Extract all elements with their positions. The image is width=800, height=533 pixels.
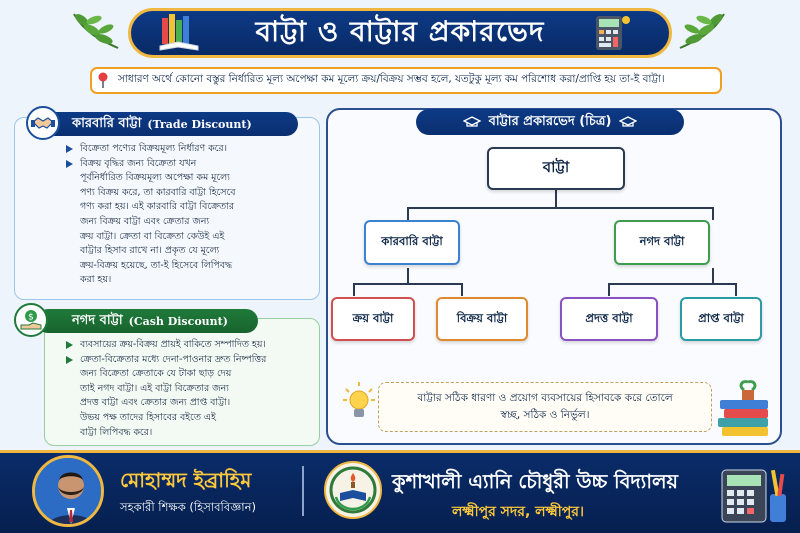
laurel-right-icon xyxy=(676,10,728,54)
list-item: বাট্টার হিসাব রাখে না। প্রকৃত যে মূল্যে xyxy=(80,245,220,257)
book-stack-plant-icon xyxy=(716,378,772,440)
note-line-2: স্বচ্ছ, সঠিক ও নির্ভুল। xyxy=(500,409,590,421)
node-cash-discount xyxy=(614,220,710,265)
node-label: প্রাপ্ত বাট্টা xyxy=(698,310,744,325)
list-item: জন্য বিক্রয় বাট্টা এবং ক্রেতার জন্য xyxy=(80,215,210,227)
list-item: ক্রয়-বিক্রয় হয়েছে, তা-ই হিসেবে লিপিবদ্ধ xyxy=(80,259,232,271)
avatar xyxy=(32,455,104,527)
cash-discount-title-en: (Cash Discount) xyxy=(128,314,228,328)
laurel-left-icon xyxy=(70,10,122,54)
trade-discount-title-en: (Trade Discount) xyxy=(147,117,252,131)
node-label: প্রদত্ত বাট্টা xyxy=(585,310,633,325)
list-item: ব্যবসায়ের ক্রয়-বিক্রয় প্রায়ই বাকিতে সম্পাদিত হয়। xyxy=(64,338,316,353)
note-line-1: বাট্টার সঠিক ধারণা ও প্রয়োগ ব্যবসায়ের হিসাবকে করে তোলে xyxy=(417,392,673,404)
list-item: বিক্রেতা পণ্যের বিক্রয়মূল্য নির্ধারণ করে। xyxy=(64,142,314,157)
school-address: লক্ষ্মীপুর সদর, লক্ষ্মীপুর। xyxy=(452,504,584,520)
node-label: বিক্রয় বাট্টা xyxy=(456,310,508,325)
trade-discount-title: কারবারি বাট্টা xyxy=(72,115,142,131)
cash-discount-header xyxy=(36,309,258,333)
books-icon xyxy=(158,12,200,52)
list-item: ক্রেতা-বিক্রেতার মধ্যে দেনা-পাওনার দ্রুত নিষ্পত্তির xyxy=(64,353,316,368)
list-item: উভয় পক্ষ তাদের হিসাবের বইতে এই xyxy=(80,411,216,423)
list-item: বিক্রয় বৃদ্ধির জন্য বিক্রেতা যখন xyxy=(64,157,314,172)
lightbulb-icon xyxy=(342,380,376,424)
school-name: কুশাখালী এ্যানি চৌধুরী উচ্চ বিদ্যালয় xyxy=(392,470,679,493)
node-label: নগদ বাট্টা xyxy=(639,234,685,248)
node-label: কারবারি বাট্টা xyxy=(381,234,443,248)
list-item: প্রদত্ত বাট্টা এবং ক্রেতার জন্য প্রাপ্ত বাট্টা। xyxy=(80,397,231,409)
list-item: তাই নগদ বাট্টা। এই বাট্টা বিক্রেতার জন্য xyxy=(80,382,229,394)
page-title: বাট্টা ও বাট্টার প্রকারভেদ xyxy=(255,14,545,48)
definition-box xyxy=(90,67,722,94)
cash-discount-title: নগদ বাট্টা xyxy=(72,312,123,328)
list-item: বাট্টা লিপিবদ্ধ করে। xyxy=(80,426,153,438)
footer-divider xyxy=(302,466,304,516)
list-item: জন্য বিক্রেতা ক্রেতাকে যে টাকা ছাড় দেয় xyxy=(80,368,232,380)
list-item: করা হয়। xyxy=(80,274,112,286)
cash-discount-list xyxy=(64,338,316,440)
teacher-name: মোহাম্মদ ইব্রাহিম xyxy=(120,468,252,492)
trade-discount-header xyxy=(36,112,298,136)
node-trade-discount xyxy=(364,220,460,265)
list-item: গণ্য করা হয়। এই কারবারি বাট্টা বিক্রেতার xyxy=(80,201,234,213)
list-item: পূর্বনির্ধারিত বিক্রয়মূল্য অপেক্ষা কম মূল্যে xyxy=(80,172,230,184)
list-item: পণ্য বিক্রয় করে, তা কারবারি বাট্টা হিসেবে xyxy=(80,186,236,198)
node-discount xyxy=(487,147,625,190)
node-sales-discount xyxy=(436,297,528,341)
handshake-icon xyxy=(26,106,60,140)
node-label: বাট্টা xyxy=(542,158,570,176)
school-logo xyxy=(324,461,382,519)
node-discount-allowed xyxy=(560,297,658,341)
svg-text:$: $ xyxy=(28,312,34,323)
trade-discount-list xyxy=(64,142,314,288)
definition-text: সাধারণ অর্থে কোনো বস্তুর নির্ধারিত মূল্য অপেক্ষা কম মূল্যে ক্রয়/বিক্রয় সম্ভব হলে, যতটুকু মূল্য কম পরিশোধ করা/প্রাপ্তি হয় তা-ই বাট্টা। xyxy=(118,73,665,85)
node-discount-received xyxy=(680,297,762,341)
calculator-icon xyxy=(590,12,632,52)
diagram-heading-text: বাট্টার প্রকারভেদ (চিত্র) xyxy=(488,113,612,129)
list-item: ক্রয় বাট্টা। ক্রেতা বা বিক্রেতা কেউই এই xyxy=(80,230,225,242)
teacher-title: সহকারী শিক্ষক (হিসাববিজ্ঞান) xyxy=(120,500,256,514)
node-label: ক্রয় বাট্টা xyxy=(352,310,394,325)
note-box xyxy=(378,382,712,432)
money-hand-icon xyxy=(14,303,48,337)
pushpin-icon xyxy=(96,72,110,88)
node-purchase-discount xyxy=(331,297,415,341)
calculator-pencil-icon xyxy=(718,462,790,526)
